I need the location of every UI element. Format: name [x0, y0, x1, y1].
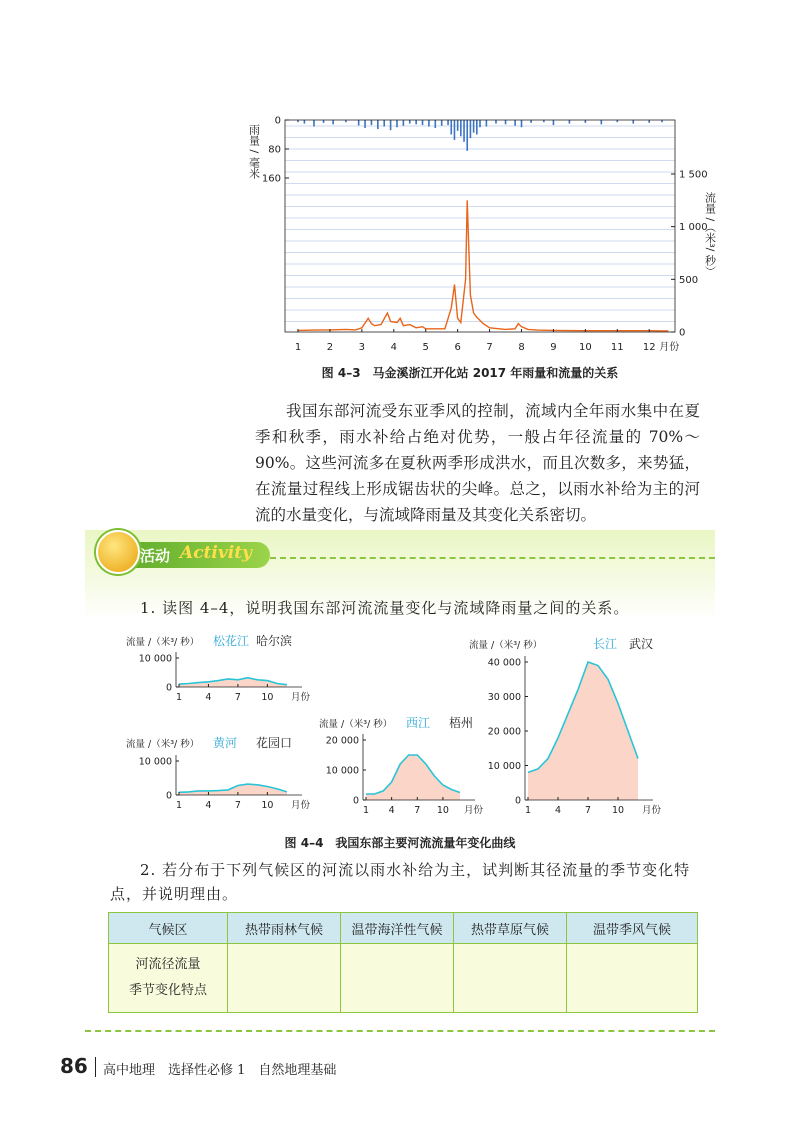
rain-bar — [358, 120, 360, 125]
rain-bar — [403, 120, 405, 126]
rain-bar — [383, 120, 385, 127]
y-tick-label: 10 000 — [138, 756, 172, 768]
x-tick-label: 4 — [554, 805, 562, 816]
rain-tick-label: 80 — [268, 144, 281, 156]
rain-bar — [514, 120, 516, 126]
month-tick-label: 1 — [294, 342, 302, 353]
table-header-cell: 气候区 — [109, 913, 228, 944]
month-tick-label: 10 — [579, 342, 592, 353]
y-axis-label: 流量 /（米³/ 秒） — [126, 637, 200, 648]
rain-bar — [371, 120, 373, 125]
rain-bar — [473, 120, 475, 133]
f43-rain-bars — [297, 120, 663, 151]
answer-cell[interactable] — [567, 944, 698, 1013]
rain-bar — [415, 120, 417, 124]
rain-tick-label: 0 — [274, 115, 281, 127]
y-tick-label: 0 — [514, 795, 521, 807]
answer-cell[interactable] — [228, 944, 341, 1013]
rain-bar — [323, 120, 325, 123]
activity-label: 活动 — [140, 547, 171, 565]
flow-tick-label: 1 500 — [679, 169, 708, 181]
rain-bar — [460, 120, 462, 136]
flow-area — [366, 755, 460, 800]
rain-bar — [447, 120, 449, 125]
x-tick-label: 1 — [175, 692, 183, 703]
activity-top-divider — [270, 557, 715, 559]
figure-4-3-caption: 图 4–3 马金溪浙江开化站 2017 年雨量和流量的关系 — [321, 366, 619, 380]
row-label-line-1: 河流径流量 — [135, 957, 201, 972]
footer-separator — [95, 1057, 96, 1077]
rain-tick-label: 160 — [261, 173, 281, 185]
table-header-cell: 热带草原气候 — [454, 913, 567, 944]
x-tick-label: 7 — [584, 805, 592, 816]
rain-bar — [441, 120, 443, 126]
month-tick-label: 6 — [454, 342, 461, 353]
y-tick-label: 40 000 — [487, 657, 521, 669]
answer-cell[interactable] — [454, 944, 567, 1013]
table-header-cell: 温带季风气候 — [567, 913, 698, 944]
f43-grid — [285, 126, 675, 322]
rain-bar — [450, 120, 452, 135]
station-name: 花园口 — [256, 736, 293, 750]
rain-bar — [553, 120, 555, 125]
rain-bar — [569, 120, 571, 124]
rain-bar — [364, 120, 366, 128]
rain-bar — [434, 120, 436, 128]
rain-bar — [304, 120, 306, 124]
table-header-row — [109, 913, 698, 944]
month-tick-label: 4 — [390, 342, 397, 353]
flow-area — [179, 784, 287, 795]
f43-axes — [262, 116, 708, 354]
body-paragraph: 我国东部河流受东亚季风的控制，流域内全年雨水集中在夏季和秋季，雨水补给占绝对优势，一般占年径流量的 70%～90%。这些河流多在夏秋两季形成洪水，而且次数多，来势猛，在流量过程线上形成锯齿状的尖峰。总之，以雨水补给为主的河流的水量变化，与流域降雨量及其变化关系密切。 — [255, 402, 700, 524]
y-tick-label: 0 — [165, 682, 172, 694]
x-tick-label: 10 — [436, 805, 449, 816]
figure-4-3-chart — [240, 110, 720, 360]
rain-bar — [648, 120, 650, 123]
x-tick-label: 4 — [388, 805, 395, 816]
y-tick-label: 10 000 — [487, 761, 521, 772]
x-tick-label: 1 — [175, 800, 183, 811]
x-tick-label: 7 — [414, 805, 421, 816]
rain-bar — [454, 120, 456, 140]
river-name: 黄河 — [213, 736, 238, 750]
rain-bar — [476, 120, 478, 135]
table-row-label — [109, 944, 228, 1013]
activity-bottom-divider — [85, 1030, 715, 1032]
y-tick-label: 20 000 — [487, 726, 521, 738]
y-tick-label: 10 000 — [138, 653, 172, 665]
month-tick-label: 11 — [610, 342, 624, 353]
rain-bar — [466, 120, 468, 151]
month-tick-label: 9 — [550, 342, 557, 353]
answer-cell[interactable] — [341, 944, 454, 1013]
y-axis-label: 流量 /（米³/ 秒） — [469, 640, 543, 651]
flow-tick-label: 0 — [679, 327, 686, 339]
y-tick-label: 0 — [165, 790, 172, 802]
rain-bar — [479, 120, 481, 127]
month-unit-label: 月份 — [291, 692, 311, 703]
month-tick-label: 7 — [486, 342, 493, 353]
x-tick-label: 1 — [362, 805, 370, 816]
book-title: 高中地理 选择性必修 1 自然地理基础 — [103, 1063, 337, 1078]
month-tick-label: 2 — [326, 342, 334, 353]
x-tick-label: 4 — [205, 692, 212, 703]
month-unit-label: 月份 — [464, 805, 484, 816]
page-number: 86 — [60, 1054, 88, 1078]
rain-bar — [377, 120, 379, 129]
x-tick-label: 4 — [205, 800, 212, 811]
rain-bar — [313, 120, 315, 127]
x-tick-label: 10 — [261, 800, 274, 811]
dove-icon — [96, 530, 140, 574]
rain-bar — [390, 120, 392, 130]
f43-rain-axis-label: 雨量 / 毫米 — [247, 124, 261, 179]
rain-bar — [495, 120, 497, 124]
rain-bar — [457, 120, 459, 131]
river-name: 松花江 — [213, 634, 250, 648]
rain-bar — [332, 120, 334, 124]
x-tick-label: 7 — [234, 692, 241, 703]
rain-bar — [486, 120, 488, 127]
month-unit-label: 月份 — [642, 805, 662, 816]
month-tick-label: 5 — [422, 342, 429, 353]
flow-tick-label: 1 000 — [679, 222, 708, 234]
question-2: 2. 若分布于下列气候区的河流以雨水补给为主，试判断其径流量的季节变化特点，并说明理由。 — [110, 861, 691, 903]
chart-huanghe — [120, 732, 320, 822]
climate-table — [108, 912, 698, 1013]
station-name: 哈尔滨 — [256, 634, 293, 648]
y-tick-label: 10 000 — [325, 765, 359, 777]
flow-tick-label: 500 — [679, 274, 699, 286]
f43-flow-axis-label: 流量 /（米³/ 秒） — [703, 192, 717, 277]
x-tick-label: 10 — [611, 805, 625, 816]
rain-bar — [530, 120, 532, 123]
rain-bar — [505, 120, 507, 124]
f43-flow-line — [298, 200, 668, 331]
plot-frame — [285, 120, 675, 332]
x-tick-label: 1 — [524, 805, 532, 816]
rain-bar — [428, 120, 430, 127]
y-tick-label: 20 000 — [325, 735, 359, 747]
rain-bar — [632, 120, 634, 124]
table-row — [109, 944, 698, 1013]
y-tick-label: 30 000 — [487, 692, 521, 703]
rain-bar — [601, 120, 603, 124]
flow-series-line — [298, 200, 668, 331]
question-1: 1. 读图 4–4，说明我国东部河流流量变化与流域降雨量之间的关系。 — [140, 599, 630, 617]
chart-songhuajiang — [120, 630, 320, 715]
y-axis-label: 流量 /（米³/ 秒） — [319, 719, 393, 730]
chart-changjiang — [463, 628, 693, 822]
rain-bar — [470, 120, 472, 138]
x-tick-label: 7 — [234, 800, 241, 811]
x-tick-label: 10 — [261, 692, 274, 703]
table-header-cell: 热带雨林气候 — [228, 913, 341, 944]
station-name: 武汉 — [629, 637, 654, 651]
month-tick-label: 8 — [518, 342, 525, 353]
rain-bar — [396, 120, 398, 127]
month-tick-label: 3 — [358, 342, 366, 353]
table-header-cell: 温带海洋性气候 — [341, 913, 454, 944]
rain-bar — [521, 120, 523, 127]
rain-bar — [463, 120, 465, 142]
figure-4-4-caption: 图 4–4 我国东部主要河流流量年变化曲线 — [284, 836, 516, 850]
row-label-line-2: 季节变化特点 — [128, 983, 207, 998]
month-unit-label: 月份 — [291, 800, 311, 811]
rain-bar — [422, 120, 424, 125]
river-name: 西江 — [406, 716, 431, 730]
activity-label-en: Activity — [180, 543, 252, 563]
flow-area — [528, 662, 638, 800]
rain-bar — [409, 120, 411, 124]
river-name: 长江 — [593, 637, 618, 651]
rain-bar — [585, 120, 587, 123]
station-name: 梧州 — [449, 716, 474, 730]
y-tick-label: 0 — [352, 795, 359, 807]
y-axis-label: 流量 /（米³/ 秒） — [126, 739, 200, 750]
month-unit-label: 月份 — [659, 342, 680, 353]
chart-xijiang — [313, 712, 488, 822]
month-tick-label: 12 — [642, 342, 656, 353]
